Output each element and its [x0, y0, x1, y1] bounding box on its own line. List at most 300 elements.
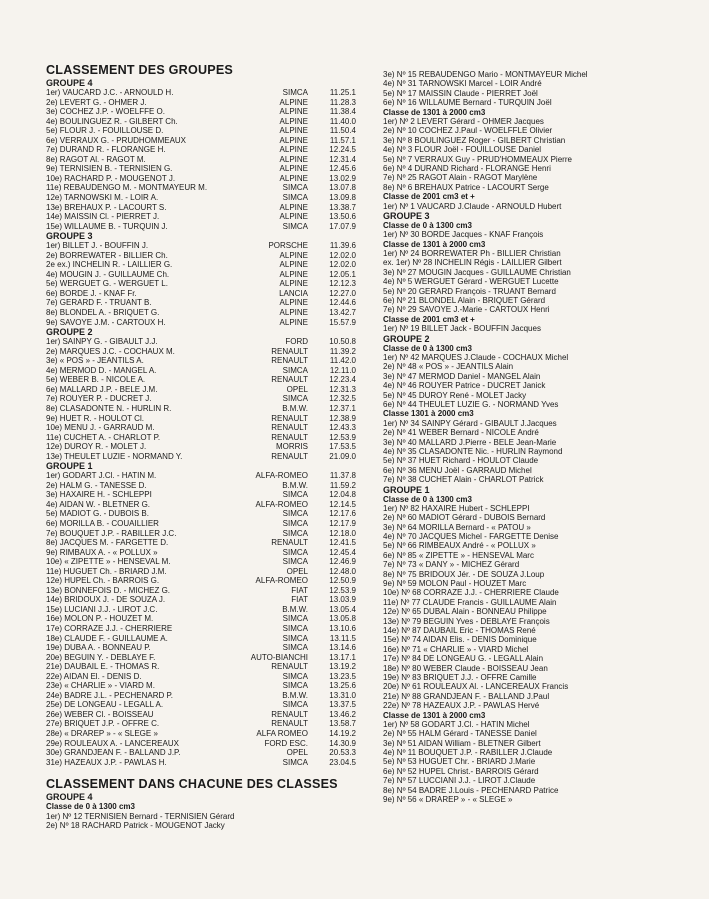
time-value: 13.31.0	[329, 690, 356, 700]
ranking-row	[46, 567, 358, 577]
car-make: ALPINE	[279, 116, 308, 126]
car-make: ALPINE	[279, 154, 308, 164]
crew-names: 9e) HUET R. - HOULOT Cl.	[46, 413, 144, 423]
crew-names: 13e) BREHAUX P. - LACOURT S.	[46, 202, 167, 212]
ranking-row	[46, 212, 358, 222]
ranking-row	[46, 107, 358, 117]
time-value: 12.02.0	[329, 250, 356, 260]
car-make: B.M.W.	[282, 480, 308, 490]
crew-names: 1er) BILLET J. - BOUFFIN J.	[46, 241, 149, 251]
crew-names: 2e) HALM G. - TANESSE D.	[46, 480, 147, 490]
ranking-row: 7e) Nº 38 CUCHET Alain - CHARLOT Patrick	[383, 475, 544, 485]
crew-names: 7e) GERARD F. - TRUANT B.	[46, 298, 152, 308]
class-heading: Classe de 0 à 1300 cm3	[383, 343, 472, 353]
ranking-row	[46, 394, 358, 404]
time-value: 13.05.8	[329, 614, 356, 624]
car-make: SIMCA	[282, 547, 308, 557]
time-value: 13.50.6	[329, 212, 356, 222]
ranking-row	[46, 356, 358, 366]
time-value: 11.28.3	[329, 97, 356, 107]
time-value: 12.48.0	[329, 566, 356, 576]
crew-names: 12e) DUROY R. - MOLET J.	[46, 442, 147, 452]
ranking-row: 6e) Nº 21 BLONDEL Alain - BRIQUET Gérard	[383, 296, 546, 306]
time-value: 11.57.1	[329, 135, 356, 145]
ranking-row	[46, 126, 358, 136]
time-value: 17.53.5	[329, 442, 356, 452]
crew-names: 10e) « ZIPETTE » - HENSEVAL M.	[46, 557, 171, 567]
car-make: RENAULT	[271, 719, 308, 729]
crew-names: 24e) BADRE J.L. - PECHENARD P.	[46, 690, 174, 700]
crew-names: 17e) CORRAZE J.J. - CHERRIERE	[46, 623, 173, 633]
ranking-row: 1er) Nº 58 GODART J.Cl. - HATIN Michel	[383, 719, 530, 729]
time-value: 11.39.6	[329, 241, 356, 251]
crew-names: 3e) HAXAIRE H. - SCHLEPPI	[46, 490, 152, 500]
time-value: 20.53.3	[329, 748, 356, 758]
time-value: 11.37.8	[329, 471, 356, 481]
car-make: SIMCA	[282, 528, 308, 538]
ranking-row	[46, 662, 358, 672]
crew-names: 13e) THEULET LUZIE - NORMAND Y.	[46, 451, 183, 461]
car-make: SIMCA	[282, 490, 308, 500]
crew-names: 15e) LUCIANI J.J. - LIROT J.C.	[46, 604, 158, 614]
crew-names: 11e) HUGUET Ch. - BRIARD J.M.	[46, 566, 167, 576]
crew-names: 8e) RAGOT Al. - RAGOT M.	[46, 154, 146, 164]
class-heading: Classe de 1301 à 2000 cm3	[383, 107, 486, 117]
time-value: 11.42.0	[329, 356, 356, 366]
crew-names: 11e) REBAUDENGO M. - MONTMAYEUR M.	[46, 183, 208, 193]
ranking-row: 6e) Nº 85 « ZIPETTE » - HENSEVAL Marc	[383, 550, 534, 560]
time-value: 13.05.4	[329, 604, 356, 614]
crew-names: 6e) MALLARD J.P. - BELE J.M.	[46, 384, 158, 394]
car-make: SIMCA	[282, 365, 308, 375]
crew-names: 2e ex.) INCHELIN R. - LAILLIER G.	[46, 260, 173, 270]
crew-names: 26e) WEBER Cl. - BOISSEAU	[46, 709, 154, 719]
time-value: 13.09.8	[329, 193, 356, 203]
ranking-row: 13e) Nº 79 BEGUIN Yves - DEBLAYE François	[383, 616, 550, 626]
car-make: MORRIS	[276, 442, 308, 452]
car-make: SIMCA	[282, 221, 308, 231]
time-value: 12.38.9	[329, 413, 356, 423]
time-value: 23.04.5	[329, 757, 356, 767]
car-make: ALFA-ROMEO	[255, 576, 308, 586]
car-make: ALFA-ROMEO	[255, 471, 308, 481]
ranking-row	[46, 164, 358, 174]
car-make: SIMCA	[282, 671, 308, 681]
crew-names: 1er) SAINPY G. - GIBAULT J.J.	[46, 337, 158, 347]
ranking-row: 4e) Nº 70 JACQUES Michel - FARGETTE Denise	[383, 532, 559, 542]
time-value: 12.23.4	[329, 375, 356, 385]
crew-names: 30e) GRANDJEAN F. - BALLAND J.P.	[46, 748, 181, 758]
ranking-row: 8e) Nº 6 BREHAUX Patrice - LACOURT Serge	[383, 182, 549, 192]
time-value: 12.24.5	[329, 145, 356, 155]
car-make: ALPINE	[279, 317, 308, 327]
time-value: 13.23.5	[329, 671, 356, 681]
time-value: 13.19.2	[329, 662, 356, 672]
ranking-row	[46, 222, 358, 232]
ranking-row	[46, 203, 358, 213]
ranking-row	[46, 672, 358, 682]
time-value: 14.30.9	[329, 738, 356, 748]
crew-names: 7e) BOUQUET J.P. - RABILLER J.C.	[46, 528, 177, 538]
crew-names: 6e) MORILLA B. - COUAILLIER	[46, 518, 159, 528]
ranking-row: 12e) Nº 65 DUBAL Alain - BONNEAU Philippe	[383, 607, 547, 617]
car-make: SIMCA	[282, 614, 308, 624]
ranking-row: 22e) Nº 78 HAZEAUX J.P. - PAWLAS Hervé	[383, 701, 540, 711]
crew-names: 12e) HUPEL Ch. - BARROIS G.	[46, 576, 160, 586]
car-make: RENAULT	[271, 662, 308, 672]
time-value: 11.25.1	[329, 88, 356, 97]
crew-names: 19e) DUBA A. - BONNEAU P.	[46, 643, 151, 653]
car-make: SIMCA	[282, 623, 308, 633]
crew-names: 13e) BONNEFOIS D. - MICHEZ G.	[46, 585, 171, 595]
ranking-row	[46, 481, 358, 491]
crew-names: 1er) GODART J.Cl. - HATIN M.	[46, 471, 157, 481]
ranking-row: 3e) Nº 64 MORILLA Bernard - « PATOU »	[383, 522, 531, 532]
ranking-row	[46, 653, 358, 663]
class-heading: Classe de 0 à 1300 cm3	[383, 220, 472, 230]
ranking-row: 6e) Nº 36 MENU Joël - GARRAUD Michel	[383, 465, 532, 475]
time-value: 12.31.4	[329, 154, 356, 164]
car-make: SIMCA	[282, 681, 308, 691]
car-make: FIAT	[291, 585, 308, 595]
crew-names: 12e) TARNOWSKI M. - LOIR A.	[46, 193, 159, 203]
car-make: ALPINE	[279, 279, 308, 289]
time-value: 12.17.9	[329, 518, 356, 528]
ranking-row	[46, 452, 358, 462]
car-make: RENAULT	[271, 356, 308, 366]
time-value: 12.04.8	[329, 490, 356, 500]
ranking-row: 1er) Nº 30 BORDE Jacques - KNAF François	[383, 230, 544, 240]
crew-names: 4e) AIDAN W. - BLETNER G.	[46, 499, 151, 509]
ranking-row: 15e) Nº 74 AIDAN Elis. - DENIS Dominique	[383, 635, 537, 645]
car-make: SIMCA	[282, 193, 308, 203]
crew-names: 4e) MERMOD D. - MANGEL A.	[46, 365, 157, 375]
class-heading: Classe de 1301 à 2000 cm3	[383, 710, 486, 720]
time-value: 12.53.9	[329, 432, 356, 442]
ranking-row: 20e) Nº 61 ROULEAUX Al. - LANCEREAUX Francis	[383, 682, 569, 692]
crew-names: 2e) LEVERT G. - OHMER J.	[46, 97, 147, 107]
ranking-row: 4e) Nº 5 WERGUET Gérard - WERGUET Lucette	[383, 277, 559, 287]
car-make: LANCIA	[279, 288, 308, 298]
crew-names: 7e) ROUYER P. - DUCRET J.	[46, 394, 152, 404]
car-make: ALPINE	[279, 97, 308, 107]
crew-names: 16e) MOLON P. - HOUZET M.	[46, 614, 154, 624]
class-heading: Classe de 2001 cm3 et +	[383, 314, 475, 324]
car-make: ALPINE	[279, 107, 308, 117]
class-heading: Classe 1301 à 2000 cm3	[383, 409, 474, 419]
ranking-row: 4e) Nº 11 BOUQUET J.P. - RABILLER J.Claude	[383, 748, 553, 758]
ranking-row: 7e) Nº 25 RAGOT Alain - RAGOT Marylène	[383, 173, 538, 183]
crew-names: 9e) TERNISIEN B. - TERNISIEN G.	[46, 164, 173, 174]
car-make: SIMCA	[282, 757, 308, 767]
car-make: SIMCA	[282, 700, 308, 710]
ranking-row	[46, 614, 358, 624]
ranking-row: 6e) Nº 16 WILLAUME Bernard - TURQUIN Joël	[383, 98, 552, 108]
time-value: 12.05.1	[329, 269, 356, 279]
car-make: ALPINE	[279, 308, 308, 318]
ranking-row: 10e) Nº 68 CORRAZE J.J. - CHERRIERE Claude	[383, 588, 559, 598]
crew-names: 5e) FLOUR J. - FOUILLOUSE D.	[46, 126, 164, 136]
ranking-row: 3e) Nº 15 REBAUDENGO Mario - MONTMAYEUR Michel	[383, 70, 588, 79]
crew-names: 8e) JACQUES M. - FARGETTE D.	[46, 538, 169, 548]
time-value: 12.46.9	[329, 557, 356, 567]
ranking-row	[46, 279, 358, 289]
ranking-row: 1er) Nº 2 LEVERT Gérard - OHMER Jacques	[383, 116, 544, 126]
ranking-row	[46, 366, 358, 376]
car-make: OPEL	[286, 566, 308, 576]
car-make: ALPINE	[279, 173, 308, 183]
crew-names: 3e) COCHEZ J.P. - WOELFFE O.	[46, 107, 165, 117]
group-heading: GROUPE 3	[383, 210, 430, 221]
car-make: ALPINE	[279, 269, 308, 279]
group-heading: GROUPE 2	[383, 333, 430, 344]
time-value: 12.12.3	[329, 279, 356, 289]
crew-names: 8e) BLONDEL A. - BRIQUET G.	[46, 308, 160, 318]
time-value: 13.14.6	[329, 643, 356, 653]
time-value: 12.31.3	[329, 384, 356, 394]
ranking-row: 2e) Nº 41 WEBER Bernard - NICOLE André	[383, 428, 539, 438]
crew-names: 27e) BRIQUET J.P. - OFFRE C.	[46, 719, 160, 729]
crew-names: 22e) AIDAN El. - DENIS D.	[46, 671, 142, 681]
ranking-row	[46, 308, 358, 318]
ranking-row	[46, 634, 358, 644]
ranking-row: 1er) Nº 1 VAUCARD J.Claude - ARNOULD Hubert	[383, 201, 562, 211]
ranking-row: 3e) Nº 27 MOUGIN Jacques - GUILLAUME Christian	[383, 267, 571, 277]
ranking-row: 8e) Nº 75 BRIDOUX Jér. - DE SOUZA J.Loup	[383, 569, 545, 579]
crew-names: 15e) WILLAUME B. - TURQUIN J.	[46, 221, 168, 231]
crew-names: 29e) ROULEAUX A. - LANCEREAUX	[46, 738, 179, 748]
car-make: OPEL	[286, 384, 308, 394]
ranking-row	[46, 519, 358, 529]
time-value: 13.02.9	[329, 173, 356, 183]
ranking-row: 17e) Nº 84 DE LONGEAU G. - LEGALL Alain	[383, 654, 544, 664]
car-make: ALFA ROMEO	[256, 729, 308, 738]
crew-names: 2e) MARQUES J.C. - COCHAUX M.	[46, 346, 175, 356]
group-heading: GROUPE 2	[46, 327, 93, 338]
ranking-row	[46, 691, 358, 701]
time-value: 12.14.5	[329, 499, 356, 509]
ranking-row: 4e) Nº 46 ROUYER Patrice - DUCRET Janick	[383, 381, 546, 391]
car-make: B.M.W.	[282, 403, 308, 413]
ranking-row	[46, 270, 358, 280]
ranking-row	[46, 136, 358, 146]
ranking-row	[46, 423, 358, 433]
car-make: ALPINE	[279, 298, 308, 308]
ranking-row	[46, 375, 358, 385]
time-value: 14.19.2	[329, 729, 356, 738]
car-make: ALPINE	[279, 135, 308, 145]
car-make: RENAULT	[271, 709, 308, 719]
time-value: 11.40.0	[329, 116, 356, 126]
crew-names: 14e) MAISSIN Cl. - PIERRET J.	[46, 212, 160, 222]
ranking-row: 5e) Nº 66 RIMBEAUX André - « POLLUX »	[383, 541, 536, 551]
ranking-row: 1er) Nº 12 TERNISIEN Bernard - TERNISIEN Gérard	[46, 811, 235, 821]
crew-names: 20e) BEGUIN Y. - DEBLAYE F.	[46, 652, 156, 662]
crew-names: 6e) BORDE J. - KNAF Fr.	[46, 288, 137, 298]
ranking-row: 1er) Nº 19 BILLET Jack - BOUFFIN Jacques	[383, 324, 541, 334]
car-make: OPEL	[286, 748, 308, 758]
crew-names: 2e) BORREWATER - BILLIER Ch.	[46, 250, 168, 260]
car-make: RENAULT	[271, 538, 308, 548]
ranking-row: 2e) Nº 48 « POS » - JEANTILS Alain	[383, 362, 514, 372]
ranking-row	[46, 605, 358, 615]
ranking-row: 1er) Nº 34 SAINPY Gérard - GIBAULT J.Jacques	[383, 418, 557, 428]
crew-names: 31e) HAZEAUX J.P. - PAWLAS H.	[46, 757, 167, 767]
group-heading: GROUPE 4	[46, 792, 93, 803]
section-title-classes: CLASSEMENT DANS CHACUNE DES CLASSES	[46, 777, 338, 792]
ranking-row	[46, 241, 358, 251]
time-value: 13.07.8	[329, 183, 356, 193]
car-make: SIMCA	[282, 643, 308, 653]
ranking-row	[46, 557, 358, 567]
crew-names: 23e) « CHARLIE » - VIARD M.	[46, 681, 155, 691]
car-make: ALPINE	[279, 145, 308, 155]
ranking-row: 4e) Nº 31 TARNOWSKI Marcel - LOIR André	[383, 79, 542, 89]
car-make: SIMCA	[282, 633, 308, 643]
ranking-row	[46, 748, 358, 758]
ranking-row: 1er) Nº 24 BORREWATER Ph - BILLIER Christian	[383, 249, 561, 259]
car-make: FORD ESC.	[264, 738, 308, 748]
ranking-row	[46, 595, 358, 605]
car-make: B.M.W.	[282, 604, 308, 614]
ranking-row	[46, 471, 358, 481]
car-make: ALPINE	[279, 202, 308, 212]
ranking-row: 4e) Nº 3 FLOUR Joël - FOUILLOUSE Daniel	[383, 145, 542, 155]
car-make: RENAULT	[271, 346, 308, 356]
ranking-row	[46, 88, 358, 98]
ranking-row: 9e) Nº 56 « DRAREP » - « SLEGE »	[383, 795, 513, 805]
ranking-row: 7e) Nº 29 SAVOYE J.-Marie - CARTOUX Henri	[383, 305, 550, 315]
ranking-row: 5e) Nº 53 HUGUET Chr. - BRIARD J.Marie	[383, 757, 536, 767]
ranking-row: 18e) Nº 80 WEBER Claude - BOISSEAU Jean	[383, 663, 548, 673]
ranking-row	[46, 318, 358, 328]
time-value: 13.42.7	[329, 308, 356, 318]
crew-names: 5e) WEBER B. - NICOLE A.	[46, 375, 146, 385]
ranking-row: 1er) Nº 42 MARQUES J.Claude - COCHAUX Michel	[383, 353, 569, 363]
time-value: 10.50.8	[329, 337, 356, 347]
ranking-row: 3e) Nº 40 MALLARD J.Pierre - BELE Jean-Marie	[383, 437, 557, 447]
ranking-row: 11e) Nº 77 CLAUDE Francis - GUILLAUME Alain	[383, 597, 557, 607]
ranking-row: 7e) Nº 73 « DANY » - MICHEZ Gérard	[383, 560, 520, 570]
right-column	[383, 70, 683, 804]
crew-names: 4e) MOUGIN J. - GUILLAUME Ch.	[46, 269, 170, 279]
car-make: PORSCHE	[268, 241, 308, 251]
time-value: 13.10.6	[329, 623, 356, 633]
car-make: SIMCA	[282, 518, 308, 528]
crew-names: 11e) CUCHET A. - CHARLOT P.	[46, 432, 161, 442]
group-heading: GROUPE 4	[46, 78, 93, 88]
ranking-row	[46, 643, 358, 653]
car-make: ALFA-ROMEO	[255, 499, 308, 509]
time-value: 12.11.0	[329, 365, 356, 375]
class-heading: Classe de 0 à 1300 cm3	[46, 802, 135, 812]
ranking-row	[46, 586, 358, 596]
time-value: 11.38.4	[329, 107, 356, 117]
ranking-row: 3e) Nº 8 BOULINGUEZ Roger - GILBERT Christian	[383, 135, 566, 145]
group-heading: GROUPE 1	[46, 461, 93, 472]
ranking-row	[46, 251, 358, 261]
crew-names: 8e) CLASADONTE N. - HURLIN R.	[46, 403, 172, 413]
car-make: B.M.W.	[282, 690, 308, 700]
car-make: ALPINE	[279, 164, 308, 174]
ranking-row	[46, 739, 358, 749]
crew-names: 25e) DE LONGEAU - LEGALL A.	[46, 700, 164, 710]
class-heading: Classe de 0 à 1300 cm3	[383, 494, 472, 504]
time-value: 17.07.9	[329, 221, 356, 231]
ranking-row	[46, 404, 358, 414]
ranking-row	[46, 719, 358, 729]
ranking-row: 9e) Nº 59 MOLON Paul - HOUZET Marc	[383, 579, 527, 589]
time-value: 12.02.0	[329, 260, 356, 270]
car-make: SIMCA	[282, 557, 308, 567]
left-column	[46, 63, 358, 830]
ranking-row: 5e) Nº 45 DUROY René - MOLET Jacky	[383, 390, 527, 400]
group-rankings	[46, 78, 358, 767]
ranking-row: 19e) Nº 83 BRIQUET J.J. - OFFRE Camille	[383, 672, 537, 682]
ranking-row: 6e) Nº 52 HUPEL Christ.- BARROIS Gérard	[383, 766, 539, 776]
ranking-row	[46, 433, 358, 443]
class-heading: Classe de 1301 à 2000 cm3	[383, 239, 486, 249]
ranking-row: 5e) Nº 17 MAISSIN Claude - PIERRET Joël	[383, 88, 538, 98]
ranking-row: 7e) Nº 57 LUCCIANI J.J. - LIROT J.Claude	[383, 776, 536, 786]
crew-names: 14e) BRIDOUX J. - DE SOUZA J.	[46, 595, 166, 605]
ranking-row	[46, 414, 358, 424]
ranking-row: 5e) Nº 20 GERARD François - TRUANT Bernard	[383, 286, 556, 296]
time-value: 13.37.5	[329, 700, 356, 710]
ranking-row	[46, 509, 358, 519]
ranking-row: ex. 1er) Nº 28 INCHELIN Régis - LAILLIER Gilbert	[383, 258, 562, 268]
ranking-row: 1er) Nº 82 HAXAIRE Hubert - SCHLEPPI	[383, 503, 530, 513]
time-value: 12.44.6	[329, 298, 356, 308]
ranking-row: 2e) Nº 10 COCHEZ J.Paul - WOELFFLE Olivier	[383, 126, 553, 136]
ranking-row: 3e) Nº 51 AIDAN William - BLETNER Gilbert	[383, 738, 541, 748]
ranking-row	[46, 183, 358, 193]
crew-names: 10e) MENU J. - GARRAUD M.	[46, 423, 155, 433]
time-value: 13.25.6	[329, 681, 356, 691]
car-make: ALPINE	[279, 250, 308, 260]
time-value: 12.17.6	[329, 509, 356, 519]
time-value: 12.37.1	[329, 403, 356, 413]
ranking-row	[46, 576, 358, 586]
ranking-row	[46, 538, 358, 548]
car-make: ALPINE	[279, 212, 308, 222]
ranking-row	[46, 298, 358, 308]
ranking-row	[46, 347, 358, 357]
ranking-row	[46, 500, 358, 510]
crew-names: 10e) RACHARD P. - MOUGENOT J.	[46, 173, 176, 183]
ranking-row	[46, 442, 358, 452]
time-value: 13.11.5	[329, 633, 356, 643]
ranking-row: 5e) Nº 7 VERRAUX Guy - PRUD'HOMMEAUX Pierre	[383, 154, 572, 164]
crew-names: 5e) MADIOT G. - DUBOIS B.	[46, 509, 149, 519]
ranking-row	[46, 729, 358, 739]
class-heading: Classe de 2001 cm3 et +	[383, 192, 475, 202]
ranking-row: 2e) Nº 60 MADIOT Gérard - DUBOIS Bernard	[383, 513, 546, 523]
ranking-row	[46, 193, 358, 203]
crew-names: 3e) « POS » - JEANTILS A.	[46, 356, 144, 366]
crew-names: 1er) VAUCARD J.C. - ARNOULD H.	[46, 88, 174, 97]
ranking-row	[46, 117, 358, 127]
ranking-row: 16e) Nº 71 « CHARLIE » - VIARD Michel	[383, 644, 529, 654]
ranking-row: 21e) Nº 88 GRANDJEAN F. - BALLAND J.Paul	[383, 691, 550, 701]
ranking-row: 2e) Nº 18 RACHARD Patrick - MOUGENOT Jacky	[46, 820, 225, 830]
time-value: 12.32.5	[329, 394, 356, 404]
ranking-row	[46, 624, 358, 634]
ranking-row	[46, 710, 358, 720]
time-value: 12.45.4	[329, 547, 356, 557]
ranking-row: 2e) Nº 55 HALM Gérard - TANESSE Daniel	[383, 729, 537, 739]
time-value: 21.09.0	[329, 451, 356, 461]
